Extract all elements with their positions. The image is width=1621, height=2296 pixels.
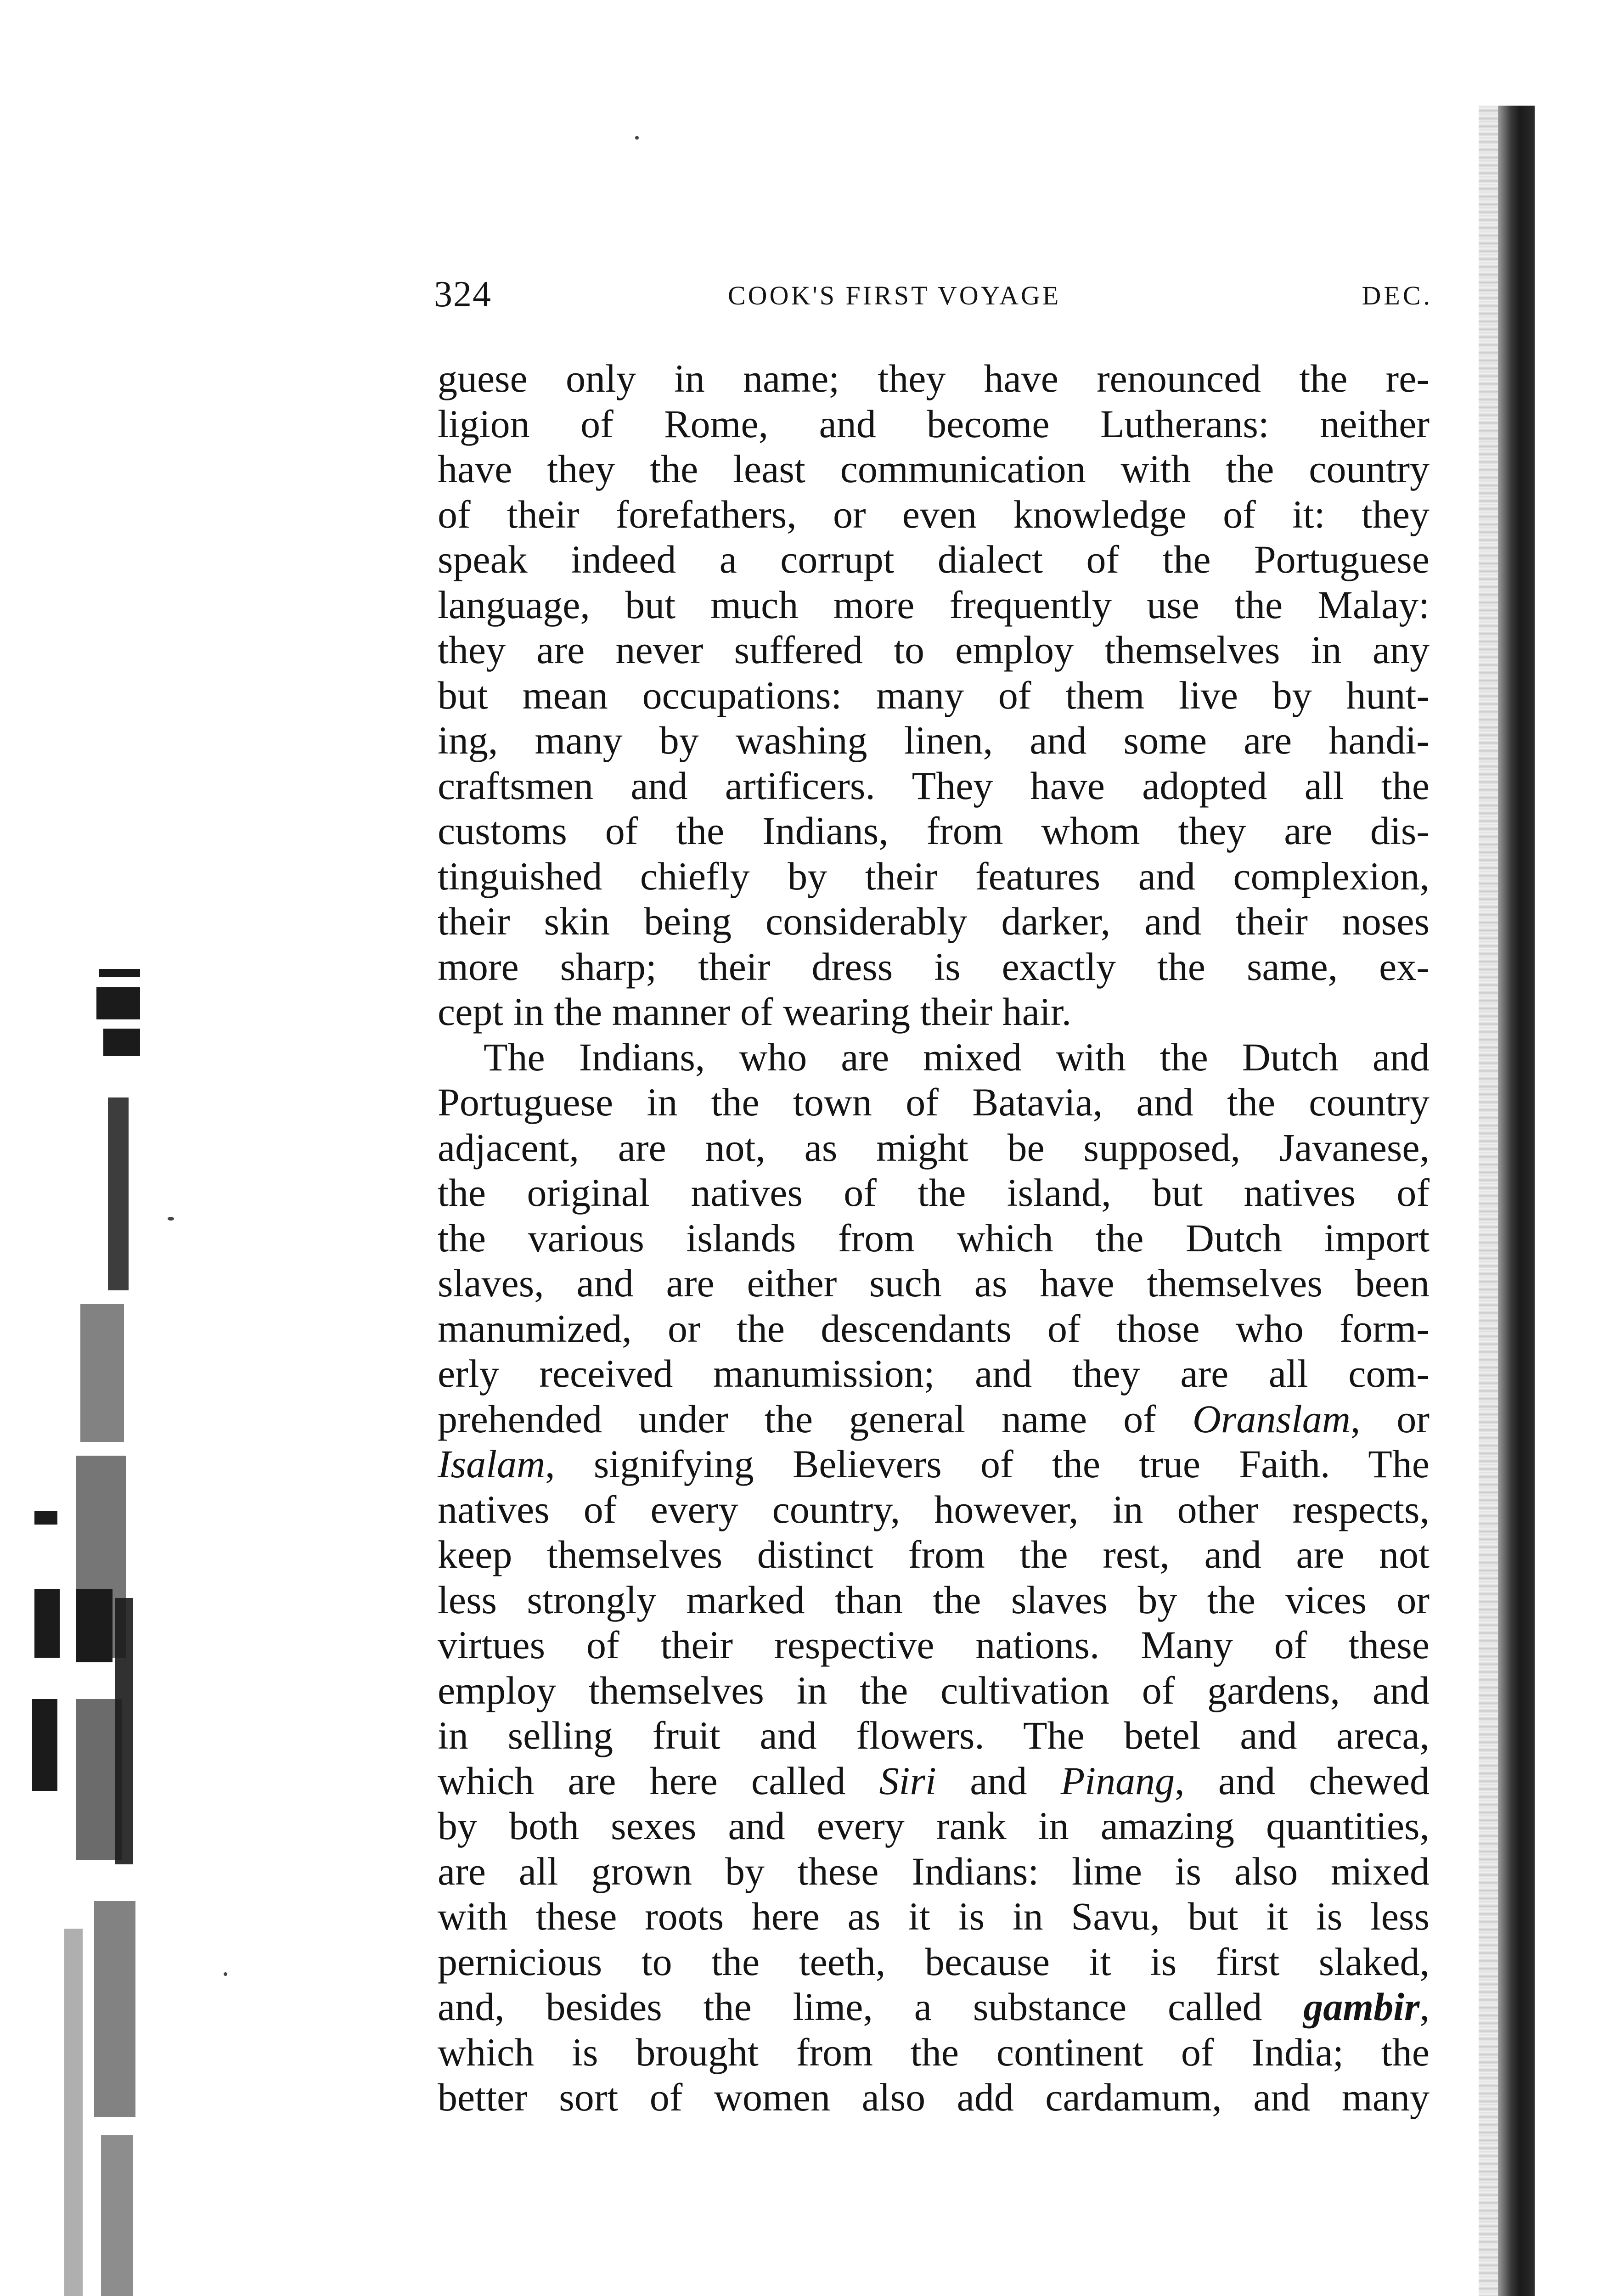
text-line: cept in the manner of wearing their hair. [438, 990, 1072, 1034]
bleed-through-mark [34, 1511, 57, 1525]
text-line: craftsmen and artificers. They have adopted all the [438, 763, 1430, 808]
text-segment: , signifying Believers of the true Faith. The [545, 1442, 1430, 1486]
text-line: in selling fruit and flowers. The betel and areca, [438, 1713, 1430, 1757]
text-line: manumized, or the descendants of those who form- [438, 1306, 1430, 1351]
bleed-through-mark [80, 1304, 124, 1442]
bleed-through-mark [76, 1589, 113, 1662]
text-line: pernicious to the teeth, because it is first slaked, [438, 1939, 1430, 1984]
text-line: their skin being considerably darker, and their noses [438, 899, 1430, 943]
text-line: employ themselves in the cultivation of gardens, and [438, 1668, 1430, 1712]
text-line: language, but much more frequently use the Malay: [438, 582, 1430, 627]
text-line [438, 1396, 1430, 1442]
text-line: the various islands from which the Dutch import [438, 1216, 1430, 1260]
italic-term: gambir [1303, 1985, 1420, 2029]
bleed-through-mark [108, 1097, 129, 1290]
bleed-through-mark [64, 1929, 83, 2296]
text-line [438, 1984, 1430, 2030]
text-line: slaves, and are either such as have themselves been [438, 1261, 1430, 1305]
text-segment: and, besides the lime, a substance called [438, 1985, 1304, 2029]
italic-term: Isalam [438, 1442, 546, 1486]
text-line: virtues of their respective nations. Many of these [438, 1623, 1430, 1667]
text-line [438, 1758, 1430, 1804]
bleed-through-mark [32, 1699, 57, 1791]
text-line [438, 1441, 1430, 1487]
text-line: less strongly marked than the slaves by the vices or [438, 1577, 1430, 1622]
speck [635, 136, 639, 140]
bleed-through-mark [99, 969, 140, 977]
text-line: have they the least communication with the country [438, 447, 1430, 491]
italic-term: Oranslam [1192, 1396, 1351, 1441]
text-line: but mean occupations: many of them live by hunt- [438, 673, 1430, 717]
bleed-through-mark [94, 1901, 135, 2117]
text-line: are all grown by these Indians: lime is also mixed [438, 1849, 1430, 1893]
body-text [438, 356, 1430, 2120]
text-line: erly received manumission; and they are all com- [438, 1351, 1430, 1396]
text-segment: , or [1350, 1396, 1430, 1441]
running-head [434, 274, 1433, 324]
text-segment: prehended under the general name of [438, 1396, 1193, 1441]
running-date: DEC. [1362, 281, 1433, 310]
text-line: speak indeed a corrupt dialect of the Portuguese [438, 537, 1430, 581]
text-line: Portuguese in the town of Batavia, and the country [438, 1080, 1430, 1124]
text-line: guese only in name; they have renounced the re- [438, 356, 1430, 400]
text-line: ing, many by washing linen, and some are handi- [438, 718, 1430, 762]
text-line: tinguished chiefly by their features and complexion, [438, 854, 1430, 898]
text-segment: , [1419, 1985, 1430, 2029]
bleed-through-mark [101, 2135, 133, 2296]
text-line: of their forefathers, or even knowledge of it: they [438, 492, 1430, 536]
page-number: 324 [434, 274, 492, 315]
text-line: by both sexes and every rank in amazing quantities, [438, 1804, 1430, 1848]
text-line: ligion of Rome, and become Lutherans: neither [438, 401, 1430, 446]
text-line: which is brought from the continent of India; the [438, 2030, 1430, 2074]
speck [224, 1972, 227, 1976]
text-line: natives of every country, however, in other respects, [438, 1487, 1430, 1531]
italic-term: Pinang [1060, 1758, 1175, 1803]
text-line: with these roots here as it is in Savu, but it is less [438, 1894, 1430, 1938]
bleed-through-mark [34, 1589, 60, 1658]
bleed-through-mark [96, 987, 140, 1019]
text-segment: and [936, 1758, 1061, 1803]
text-segment: , and chewed [1175, 1758, 1430, 1803]
text-line: keep themselves distinct from the rest, and are not [438, 1532, 1430, 1576]
text-line: adjacent, are not, as might be supposed, Javanese, [438, 1125, 1430, 1170]
binding-edge [1498, 106, 1535, 2296]
text-line: they are never suffered to employ themselves in any [438, 628, 1430, 672]
text-line: more sharp; their dress is exactly the same, ex- [438, 944, 1430, 989]
bleed-through-mark [103, 1029, 140, 1056]
text-segment: which are here called [438, 1758, 879, 1803]
speck [168, 1217, 174, 1221]
text-line: the original natives of the island, but natives of [438, 1171, 1430, 1215]
bleed-through-mark [76, 1699, 122, 1860]
text-line: better sort of women also add cardamum, and many [438, 2075, 1430, 2119]
text-line: The Indians, who are mixed with the Dutch and [484, 1035, 1430, 1079]
running-title: COOK'S FIRST VOYAGE [728, 281, 1061, 310]
text-line: customs of the Indians, from whom they are dis- [438, 809, 1430, 853]
italic-term: Siri [879, 1758, 936, 1803]
